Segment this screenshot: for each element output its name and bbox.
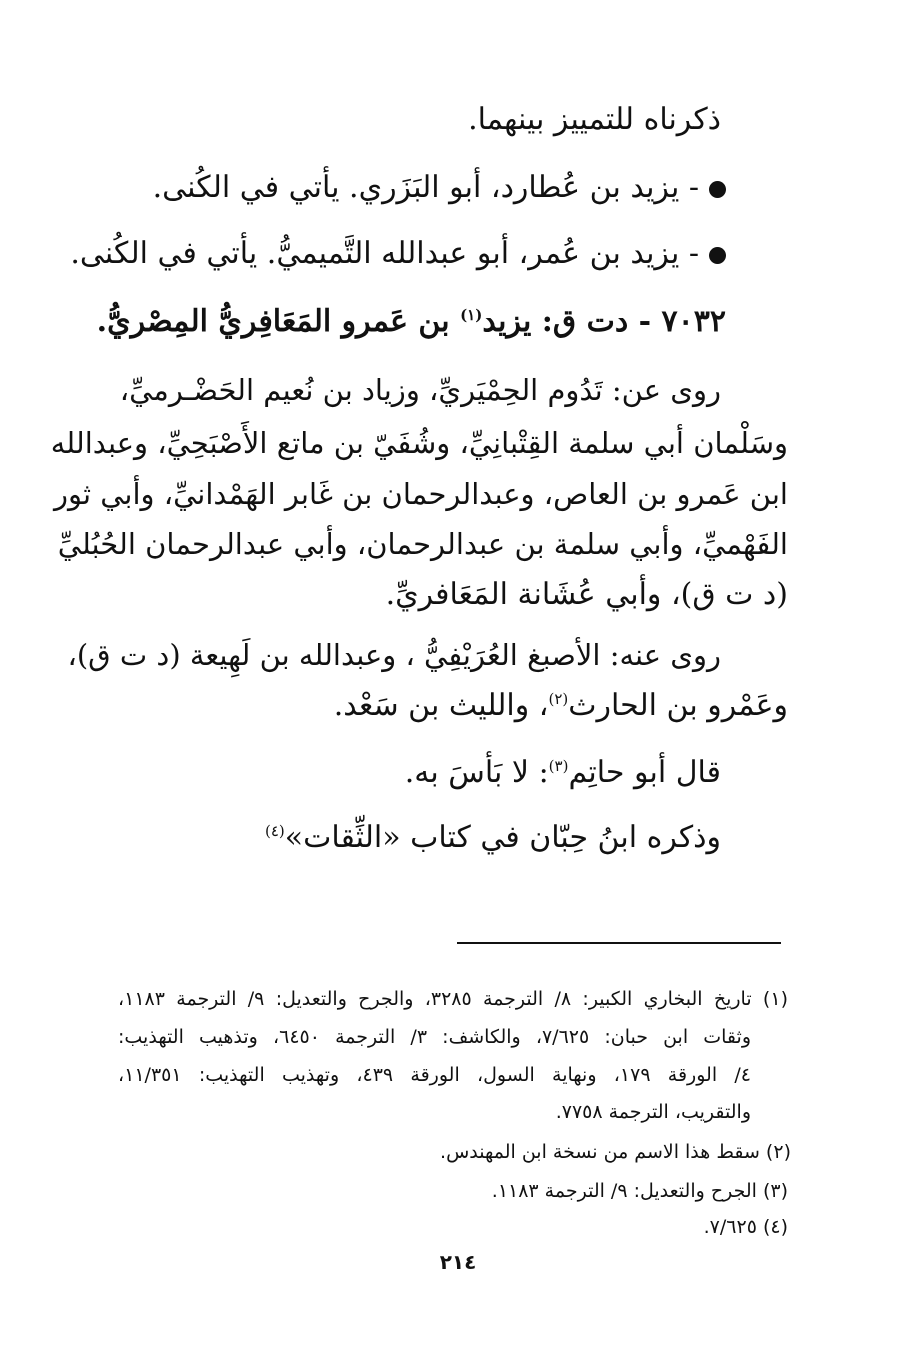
crossref-yazid-ibn-umar — [70, 234, 726, 274]
qala-text-b: : لا بَأسَ به. — [404, 755, 549, 790]
dhakara-line — [265, 818, 721, 858]
footnote-ref-3: (٣) — [548, 757, 569, 775]
rawa-anhu-line-1: روى عنه: الأصبغ العُرَيْفِيُّ ، وعبدالله بن لَهِيعة (د ت ق)، — [67, 638, 721, 672]
entry-heading — [97, 302, 726, 342]
footnote-ref-4: (٤) — [264, 822, 285, 840]
qala-text-a: قال أبو حاتِم — [568, 755, 721, 790]
rawa-anhu-text-a: وعَمْرو بن الحارث — [568, 688, 788, 723]
footnote-2: (٢) سقط هذا الاسم من نسخة ابن المهندس. — [440, 1141, 791, 1163]
footnote-ref-1: (١) — [460, 306, 483, 324]
entry-name-rest: بن عَمرو المَعَافِريُّ المِصْريُّ. — [96, 304, 450, 339]
entry-name: يزيد — [482, 304, 532, 339]
footnote-4: (٤) ٧/٦٢٥. — [703, 1216, 788, 1238]
crossref-text: - يزيد بن عُمر، أبو عبدالله التَّميميُّ. يأتي في الكُنى. — [70, 236, 699, 271]
rawa-an-line-4: الفَهْميِّ، وأبي سلمة بن عبدالرحمان، وأبي عبدالرحمان الحُبُليِّ — [57, 527, 788, 561]
rawa-anhu-text-b: ، والليث بن سَعْد. — [333, 688, 549, 723]
rawa-an-line-2: وسَلْمان أبي سلمة القِتْبانِيِّ، وشُفَيّ بن ماتع الأَصْبَحِيِّ، وعبدالله — [50, 426, 788, 460]
entry-number: ٧٠٣٢ — [661, 304, 726, 339]
footnote-3: (٣) الجرح والتعديل: ٩/ الترجمة ١١٨٣. — [491, 1180, 788, 1202]
rawa-an-line-1: روى عن: تَدُوم الحِمْيَريِّ، وزياد بن نُعيم الحَضْـرميِّ، — [119, 373, 721, 407]
footnote-ref-2: (٢) — [548, 690, 569, 708]
rawa-anhu-line-2 — [334, 686, 788, 726]
qala-line — [405, 753, 721, 793]
rawa-an-line-3: ابن عَمرو بن العاص، وعبدالرحمان بن غَابر الهَمْدانيِّ، وأبي ثور — [53, 477, 788, 511]
footnote-separator — [457, 942, 781, 944]
bullet-icon — [709, 247, 726, 264]
entry-sigla: - دت ق: — [541, 304, 652, 339]
rawa-an-line-5: (د ت ق)، وأبي عُشَانة المَعَافريِّ. — [385, 577, 788, 612]
page-number: ٢١٤ — [439, 1250, 477, 1274]
dhakara-text: وذكره ابنُ حِبّان في كتاب «الثِّقات» — [284, 820, 721, 855]
footnote-1-line-1: (١) تاريخ البخاري الكبير: ٨/ الترجمة ٣٢٨٥، والجرح والتعديل: ٩/ الترجمة ١١٨٣، — [118, 988, 788, 1010]
footnote-1-line-4: والتقريب، الترجمة ٧٧٥٨. — [555, 1101, 751, 1123]
bullet-icon — [709, 181, 726, 198]
crossref-text: - يزيد بن عُطارد، أبو البَزَري. يأتي في الكُنى. — [152, 170, 699, 205]
intro-line: ذكرناه للتمييز بينهما. — [468, 102, 721, 137]
footnote-1-line-2: وثقات ابن حبان: ٧/٦٢٥، والكاشف: ٣/ الترجمة ٦٤٥٠، وتذهيب التهذيب: — [118, 1026, 752, 1048]
footnote-1-line-3: ٤/ الورقة ١٧٩، ونهاية السول، الورقة ٤٣٩، وتهذيب التهذيب: ١١/٣٥١، — [118, 1064, 751, 1086]
crossref-yazid-ibn-utarid — [153, 168, 726, 208]
